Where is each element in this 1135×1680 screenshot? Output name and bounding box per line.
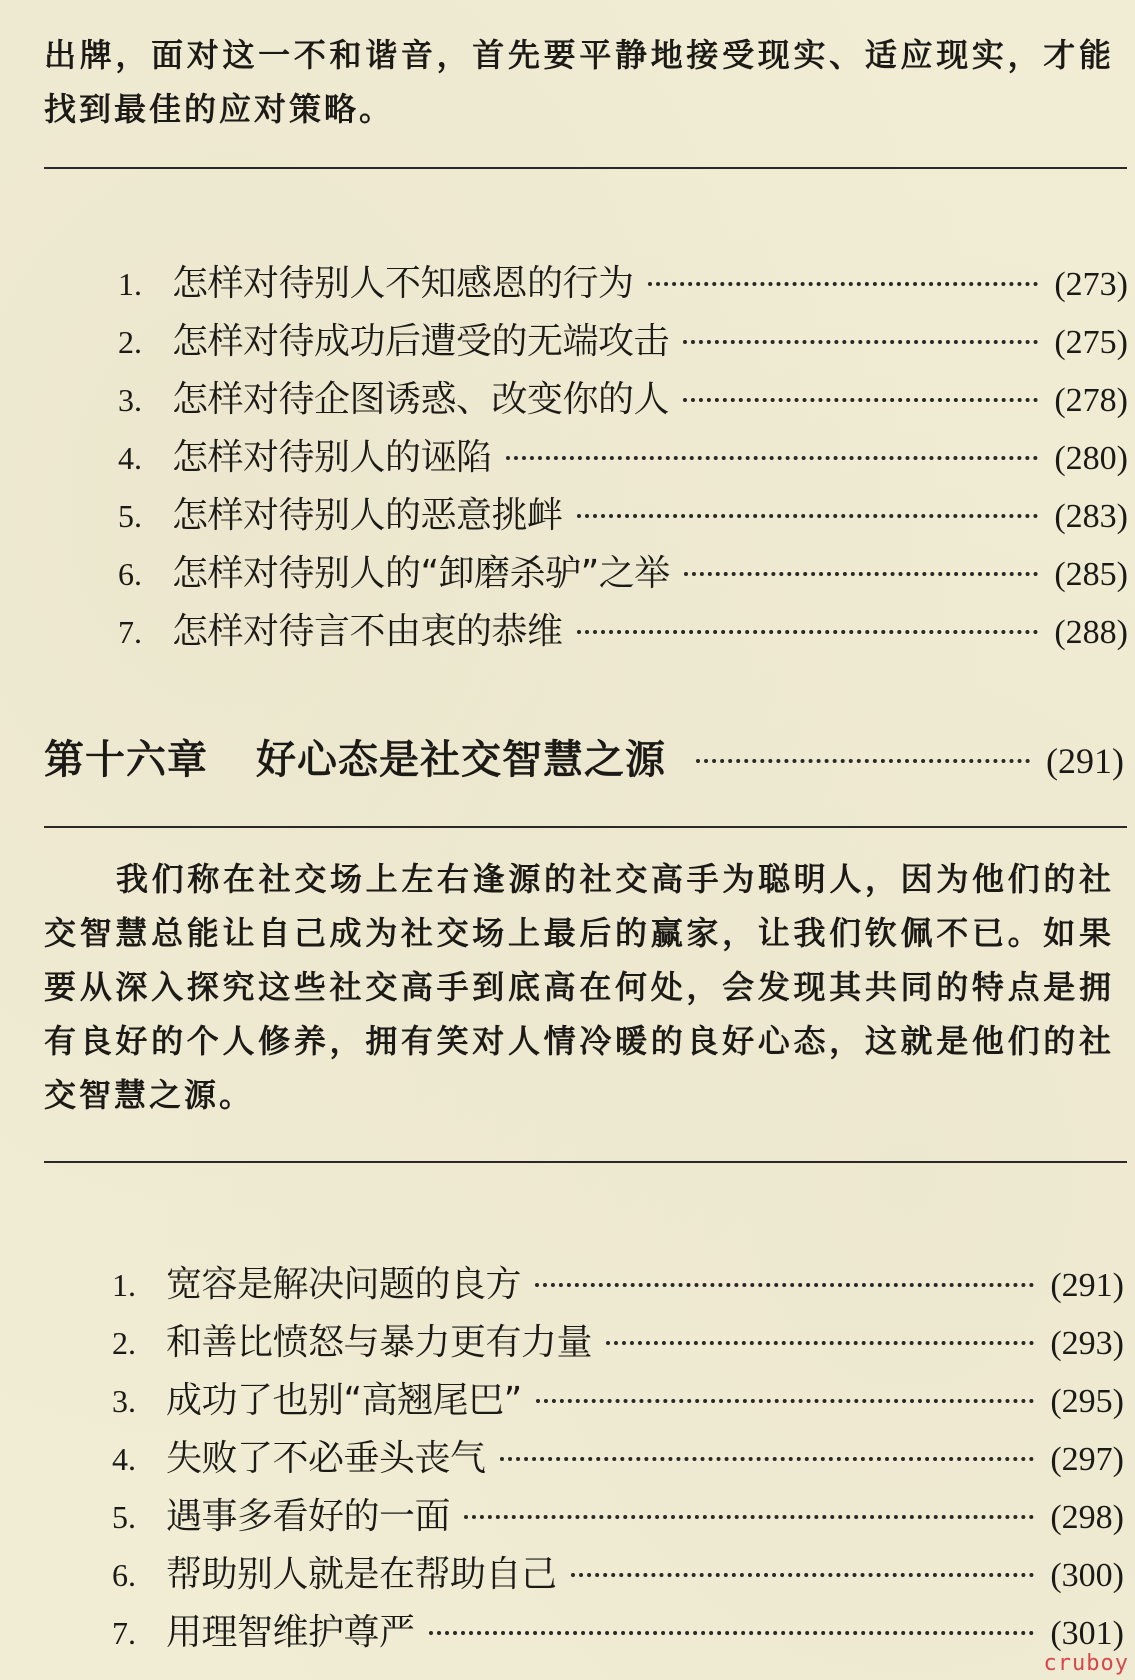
chapter-heading <box>44 728 1124 785</box>
toc-entry-page: (293) <box>1050 1325 1124 1362</box>
toc-entry <box>112 1256 1124 1314</box>
toc-entry-number: 7. <box>112 1615 136 1651</box>
toc-entry <box>118 603 1128 661</box>
toc-entry <box>118 371 1128 429</box>
watermark-text: cruboy <box>1043 1651 1129 1676</box>
toc-entry-page: (298) <box>1050 1499 1124 1536</box>
toc-entry <box>118 487 1128 545</box>
toc-entry <box>112 1372 1124 1430</box>
dot-leader <box>506 456 1039 460</box>
toc-entry-number: 1. <box>112 1267 136 1303</box>
toc-entry-title: 成功了也别“高翘尾巴” <box>166 1380 522 1421</box>
preceding-paragraph: 出牌，面对这一不和谐音，首先要平静地接受现实、适应现实，才能找到最佳的应对策略。 <box>44 36 1114 128</box>
toc-entry <box>112 1430 1124 1488</box>
toc-entry-number: 2. <box>112 1325 136 1361</box>
chapter-page: (291) <box>1046 741 1124 781</box>
toc-entry-page: (283) <box>1054 498 1128 535</box>
dot-leader <box>429 1631 1035 1635</box>
dot-leader <box>500 1457 1035 1461</box>
dot-leader <box>535 1283 1034 1287</box>
toc-entry <box>112 1604 1124 1662</box>
toc-entry <box>118 429 1128 487</box>
toc-entry-number: 7. <box>118 614 142 650</box>
toc-entry-title: 怎样对待别人不知感恩的行为 <box>172 263 634 304</box>
toc-entry-title: 怎样对待别人的恶意挑衅 <box>172 495 563 536</box>
toc-entry <box>112 1314 1124 1372</box>
toc-entry-title: 宽容是解决问题的良方 <box>166 1264 522 1305</box>
toc-entry-title: 帮助别人就是在帮助自己 <box>166 1554 557 1595</box>
toc-entry-page: (278) <box>1054 382 1128 419</box>
toc-entry-title: 失败了不必垂头丧气 <box>166 1438 486 1479</box>
toc-entry-number: 4. <box>118 440 142 476</box>
toc-entry-title: 怎样对待企图诱惑、改变你的人 <box>172 379 670 420</box>
dot-leader <box>696 759 1030 763</box>
dot-leader <box>606 1341 1034 1345</box>
dot-leader <box>571 1573 1035 1577</box>
toc-entry-title: 和善比愤怒与暴力更有力量 <box>166 1322 593 1363</box>
toc-list-section-2 <box>112 1256 1124 1662</box>
toc-entry-page: (280) <box>1054 440 1128 477</box>
divider-line <box>44 1161 1127 1163</box>
divider-line <box>44 167 1127 169</box>
dot-leader <box>683 398 1038 402</box>
dot-leader <box>684 572 1039 576</box>
toc-entry-page: (297) <box>1050 1441 1124 1478</box>
toc-entry-number: 3. <box>112 1383 136 1419</box>
toc-entry-page: (275) <box>1054 324 1128 361</box>
toc-entry-number: 6. <box>118 556 142 592</box>
toc-entry-page: (285) <box>1054 556 1128 593</box>
dot-leader <box>577 514 1039 518</box>
toc-entry-title: 怎样对待言不由衷的恭维 <box>172 611 563 652</box>
toc-entry-number: 2. <box>118 324 142 360</box>
toc-entry-page: (288) <box>1054 614 1128 651</box>
toc-entry-number: 6. <box>112 1557 136 1593</box>
toc-entry-title: 怎样对待成功后遭受的无端攻击 <box>172 321 670 362</box>
toc-entry-number: 4. <box>112 1441 136 1477</box>
toc-entry-title: 怎样对待别人的诬陷 <box>172 437 492 478</box>
toc-entry-number: 1. <box>118 266 142 302</box>
toc-entry-page: (301) <box>1050 1615 1124 1652</box>
toc-entry-page: (291) <box>1050 1267 1124 1304</box>
chapter-title: 好心态是社交智慧之源 <box>256 736 666 783</box>
dot-leader <box>536 1399 1035 1403</box>
toc-entry <box>118 313 1128 371</box>
toc-entry <box>112 1546 1124 1604</box>
toc-entry-page: (300) <box>1050 1557 1124 1594</box>
toc-entry-title: 怎样对待别人的“卸磨杀驴”之举 <box>172 553 670 594</box>
toc-list-section-1 <box>118 255 1128 661</box>
dot-leader <box>464 1515 1034 1519</box>
dot-leader <box>577 630 1039 634</box>
toc-entry <box>118 255 1128 313</box>
divider-line <box>44 826 1127 828</box>
toc-entry-title: 用理智维护尊严 <box>166 1612 415 1653</box>
toc-entry-title: 遇事多看好的一面 <box>166 1496 451 1537</box>
toc-entry-page: (295) <box>1050 1383 1124 1420</box>
toc-entry-number: 3. <box>118 382 142 418</box>
chapter-number: 第十六章 <box>44 736 208 783</box>
chapter-intro-paragraph: 我们称在社交场上左右逢源的社交高手为聪明人，因为他们的社交智慧总能让自己成为社交场上最后的赢家，让我们钦佩不已。如果要从深入探究这些社交高手到底高在何处，会发现其共同的特点是拥有良好的个人修养，拥有笑对人情冷暖的良好心态，这就是他们的社交智慧之源。 <box>44 860 1114 1114</box>
toc-entry-page: (273) <box>1054 266 1128 303</box>
dot-leader <box>648 282 1039 286</box>
toc-entry-number: 5. <box>112 1499 136 1535</box>
toc-entry <box>118 545 1128 603</box>
toc-entry <box>112 1488 1124 1546</box>
dot-leader <box>683 340 1038 344</box>
toc-entry-number: 5. <box>118 498 142 534</box>
